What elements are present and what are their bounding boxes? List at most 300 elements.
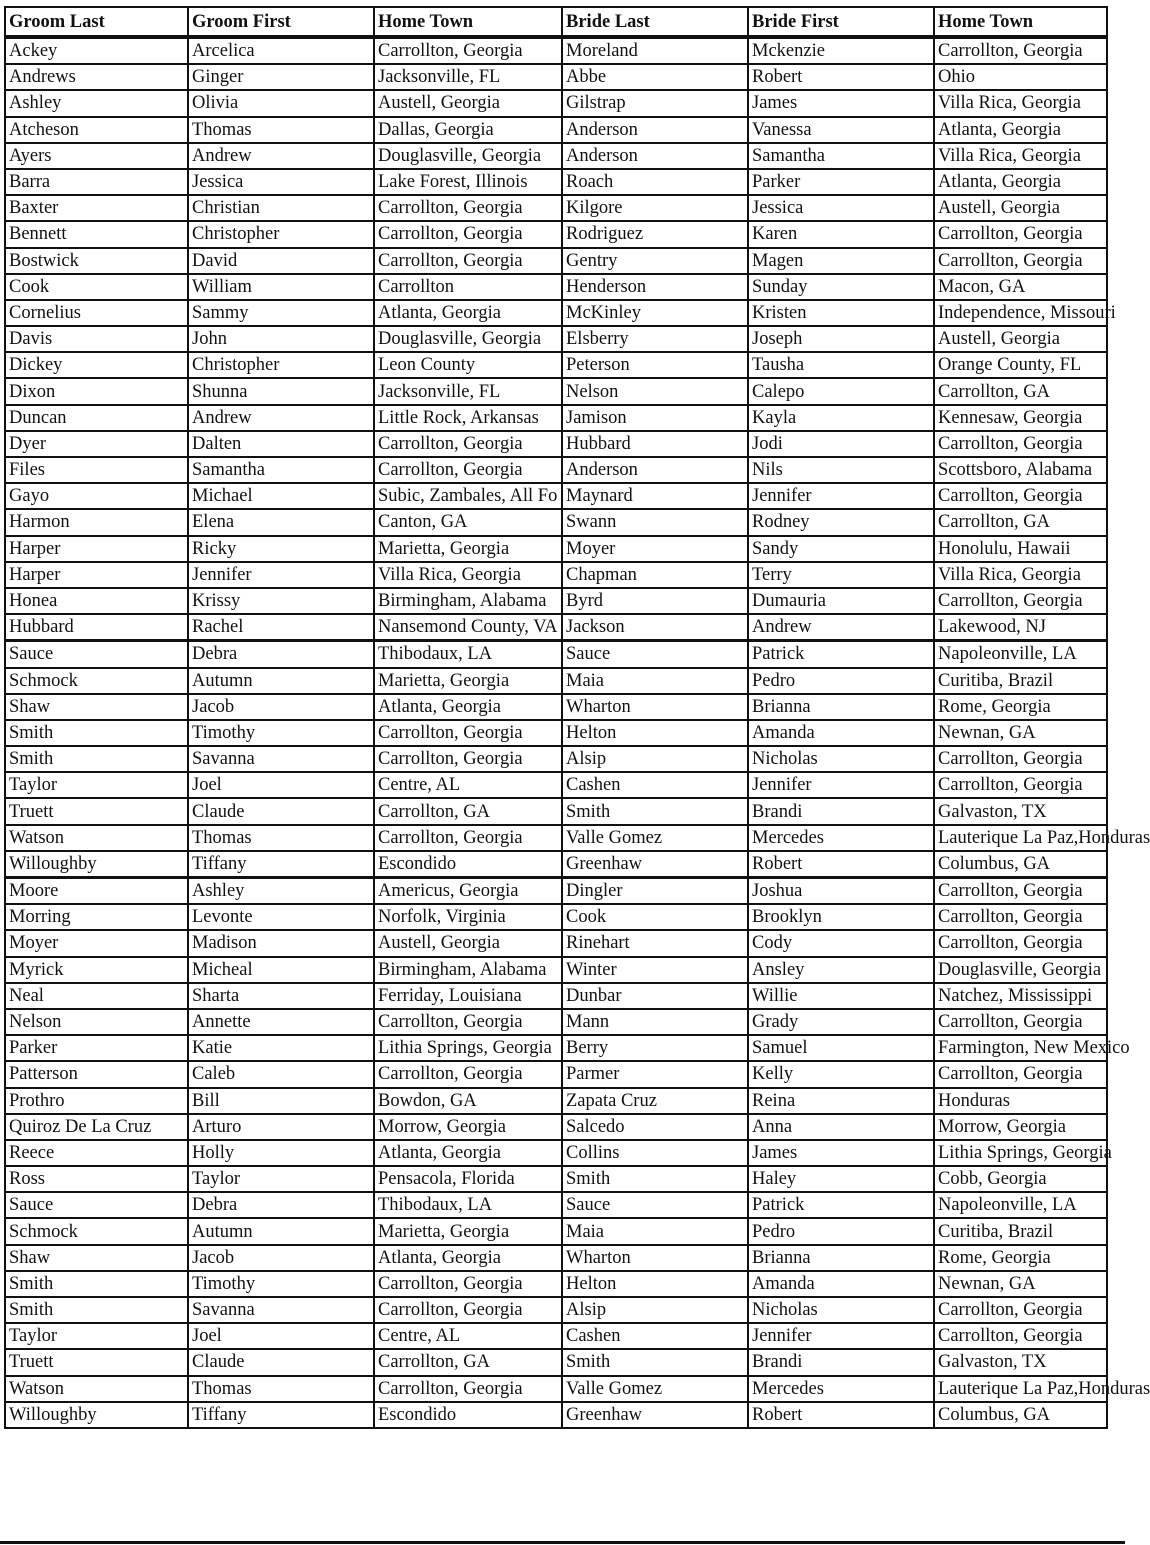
cell-bride-home-town: Austell, Georgia bbox=[934, 326, 1107, 352]
cell-bride-home-town: Carrollton, Georgia bbox=[934, 1297, 1107, 1323]
table-row bbox=[5, 1323, 1107, 1349]
cell-groom-first: Thomas bbox=[188, 1376, 374, 1402]
cell-bride-first: Dumauria bbox=[748, 588, 934, 614]
cell-bride-first: Andrew bbox=[748, 614, 934, 641]
cell-groom-home-town: Douglasville, Georgia bbox=[374, 326, 562, 352]
table-row bbox=[5, 248, 1107, 274]
cell-bride-last: McKinley bbox=[562, 300, 748, 326]
cell-bride-home-town: Austell, Georgia bbox=[934, 195, 1107, 221]
cell-bride-last: Helton bbox=[562, 1271, 748, 1297]
cell-groom-last: Cook bbox=[5, 274, 188, 300]
cell-bride-last: Anderson bbox=[562, 117, 748, 143]
cell-bride-last: Alsip bbox=[562, 1297, 748, 1323]
table-row bbox=[5, 694, 1107, 720]
cell-bride-home-town: Lakewood, NJ bbox=[934, 614, 1107, 641]
cell-bride-first: Kayla bbox=[748, 405, 934, 431]
cell-bride-home-town: Rome, Georgia bbox=[934, 694, 1107, 720]
table-row bbox=[5, 405, 1107, 431]
cell-groom-first: Claude bbox=[188, 798, 374, 824]
cell-bride-first: Kristen bbox=[748, 300, 934, 326]
header-groom-first: Groom First bbox=[188, 7, 374, 37]
bottom-rule bbox=[0, 1541, 1125, 1544]
table-row bbox=[5, 117, 1107, 143]
cell-groom-home-town: Carrollton, Georgia bbox=[374, 1271, 562, 1297]
cell-groom-last: Shaw bbox=[5, 694, 188, 720]
table-row bbox=[5, 1218, 1107, 1244]
table-row bbox=[5, 1114, 1107, 1140]
cell-groom-home-town: Carrollton, GA bbox=[374, 798, 562, 824]
cell-bride-first: Brandi bbox=[748, 798, 934, 824]
header-groom-home-town: Home Town bbox=[374, 7, 562, 37]
table-row bbox=[5, 221, 1107, 247]
cell-bride-first: Mckenzie bbox=[748, 37, 934, 64]
cell-groom-last: Honea bbox=[5, 588, 188, 614]
cell-groom-last: Moyer bbox=[5, 930, 188, 956]
cell-bride-home-town: Carrollton, Georgia bbox=[934, 1061, 1107, 1087]
cell-bride-first: Nicholas bbox=[748, 1297, 934, 1323]
cell-bride-last: Valle Gomez bbox=[562, 825, 748, 851]
table-row bbox=[5, 195, 1107, 221]
cell-groom-home-town: Carrollton bbox=[374, 274, 562, 300]
cell-bride-first: Amanda bbox=[748, 720, 934, 746]
table-row bbox=[5, 274, 1107, 300]
table-row bbox=[5, 352, 1107, 378]
cell-bride-first: Vanessa bbox=[748, 117, 934, 143]
table-row bbox=[5, 300, 1107, 326]
cell-bride-first: Brandi bbox=[748, 1349, 934, 1375]
cell-groom-home-town: Dallas, Georgia bbox=[374, 117, 562, 143]
table-row bbox=[5, 1192, 1107, 1218]
cell-groom-first: Christopher bbox=[188, 352, 374, 378]
table-row bbox=[5, 930, 1107, 956]
cell-bride-last: Rinehart bbox=[562, 930, 748, 956]
cell-groom-home-town: Carrollton, Georgia bbox=[374, 457, 562, 483]
cell-groom-last: Parker bbox=[5, 1035, 188, 1061]
cell-bride-first: Sunday bbox=[748, 274, 934, 300]
cell-groom-last: Atcheson bbox=[5, 117, 188, 143]
cell-bride-last: Dunbar bbox=[562, 983, 748, 1009]
cell-groom-first: Arturo bbox=[188, 1114, 374, 1140]
cell-bride-home-town: Curitiba, Brazil bbox=[934, 668, 1107, 694]
cell-groom-last: Harper bbox=[5, 536, 188, 562]
table-row bbox=[5, 641, 1107, 668]
cell-bride-last: Cook bbox=[562, 904, 748, 930]
cell-bride-first: Calepo bbox=[748, 378, 934, 404]
cell-groom-last: Duncan bbox=[5, 405, 188, 431]
cell-groom-last: Baxter bbox=[5, 195, 188, 221]
cell-bride-home-town: Carrollton, Georgia bbox=[934, 878, 1107, 905]
cell-groom-last: Truett bbox=[5, 798, 188, 824]
cell-bride-first: Grady bbox=[748, 1009, 934, 1035]
cell-bride-first: Terry bbox=[748, 562, 934, 588]
header-bride-last: Bride Last bbox=[562, 7, 748, 37]
cell-groom-first: Madison bbox=[188, 930, 374, 956]
cell-groom-home-town: Nansemond County, VA bbox=[374, 614, 562, 641]
cell-bride-home-town: Newnan, GA bbox=[934, 720, 1107, 746]
cell-groom-home-town: Marietta, Georgia bbox=[374, 668, 562, 694]
cell-bride-home-town: Scottsboro, Alabama bbox=[934, 457, 1107, 483]
cell-bride-first: Nicholas bbox=[748, 746, 934, 772]
cell-bride-last: Nelson bbox=[562, 378, 748, 404]
cell-bride-last: Sauce bbox=[562, 641, 748, 668]
cell-bride-last: Greenhaw bbox=[562, 1402, 748, 1428]
cell-groom-home-town: Leon County bbox=[374, 352, 562, 378]
cell-bride-first: Cody bbox=[748, 930, 934, 956]
cell-groom-first: Katie bbox=[188, 1035, 374, 1061]
cell-groom-home-town: Carrollton, Georgia bbox=[374, 221, 562, 247]
cell-groom-home-town: Carrollton, Georgia bbox=[374, 1376, 562, 1402]
cell-groom-last: Willoughby bbox=[5, 1402, 188, 1428]
cell-groom-home-town: Jacksonville, FL bbox=[374, 64, 562, 90]
cell-groom-first: Debra bbox=[188, 1192, 374, 1218]
cell-bride-first: Willie bbox=[748, 983, 934, 1009]
cell-bride-home-town: Ohio bbox=[934, 64, 1107, 90]
header-row bbox=[5, 7, 1107, 37]
table-row bbox=[5, 1088, 1107, 1114]
cell-bride-first: James bbox=[748, 90, 934, 116]
cell-groom-first: Jacob bbox=[188, 694, 374, 720]
cell-bride-last: Salcedo bbox=[562, 1114, 748, 1140]
cell-bride-last: Cashen bbox=[562, 1323, 748, 1349]
cell-groom-home-town: Lake Forest, Illinois bbox=[374, 169, 562, 195]
cell-groom-first: Savanna bbox=[188, 746, 374, 772]
cell-groom-first: Elena bbox=[188, 509, 374, 535]
cell-groom-home-town: Escondido bbox=[374, 1402, 562, 1428]
cell-bride-first: Tausha bbox=[748, 352, 934, 378]
cell-bride-first: Jennifer bbox=[748, 483, 934, 509]
cell-groom-first: Timothy bbox=[188, 720, 374, 746]
table-row bbox=[5, 614, 1107, 641]
cell-bride-first: Brooklyn bbox=[748, 904, 934, 930]
cell-groom-home-town: Bowdon, GA bbox=[374, 1088, 562, 1114]
cell-groom-first: Michael bbox=[188, 483, 374, 509]
cell-groom-last: Schmock bbox=[5, 1218, 188, 1244]
cell-groom-last: Dixon bbox=[5, 378, 188, 404]
cell-bride-home-town: Carrollton, Georgia bbox=[934, 1323, 1107, 1349]
cell-groom-first: Joel bbox=[188, 1323, 374, 1349]
cell-groom-last: Willoughby bbox=[5, 851, 188, 878]
cell-groom-home-town: Marietta, Georgia bbox=[374, 536, 562, 562]
table-row bbox=[5, 851, 1107, 878]
table-row bbox=[5, 1349, 1107, 1375]
cell-bride-first: Pedro bbox=[748, 668, 934, 694]
cell-groom-first: Ashley bbox=[188, 878, 374, 905]
cell-bride-last: Maia bbox=[562, 1218, 748, 1244]
cell-groom-last: Taylor bbox=[5, 1323, 188, 1349]
cell-bride-first: Brianna bbox=[748, 1245, 934, 1271]
cell-bride-last: Valle Gomez bbox=[562, 1376, 748, 1402]
cell-groom-last: Dyer bbox=[5, 431, 188, 457]
cell-groom-last: Smith bbox=[5, 746, 188, 772]
cell-bride-last: Cashen bbox=[562, 772, 748, 798]
cell-bride-first: Sandy bbox=[748, 536, 934, 562]
cell-bride-home-town: Atlanta, Georgia bbox=[934, 169, 1107, 195]
cell-bride-home-town: Carrollton, Georgia bbox=[934, 930, 1107, 956]
table-row bbox=[5, 825, 1107, 851]
cell-groom-last: Schmock bbox=[5, 668, 188, 694]
cell-bride-home-town: Carrollton, Georgia bbox=[934, 37, 1107, 64]
cell-bride-first: Samuel bbox=[748, 1035, 934, 1061]
table-row bbox=[5, 798, 1107, 824]
cell-bride-first: Patrick bbox=[748, 1192, 934, 1218]
cell-bride-home-town: Villa Rica, Georgia bbox=[934, 562, 1107, 588]
cell-groom-home-town: Carrollton, Georgia bbox=[374, 431, 562, 457]
table-row bbox=[5, 37, 1107, 64]
cell-groom-last: Ayers bbox=[5, 143, 188, 169]
cell-bride-first: Pedro bbox=[748, 1218, 934, 1244]
table-row bbox=[5, 143, 1107, 169]
cell-groom-last: Smith bbox=[5, 1271, 188, 1297]
cell-groom-last: Ashley bbox=[5, 90, 188, 116]
cell-groom-home-town: Carrollton, Georgia bbox=[374, 720, 562, 746]
cell-bride-first: Haley bbox=[748, 1166, 934, 1192]
cell-bride-first: Jodi bbox=[748, 431, 934, 457]
cell-bride-home-town: Macon, GA bbox=[934, 274, 1107, 300]
cell-groom-last: Morring bbox=[5, 904, 188, 930]
cell-groom-last: Reece bbox=[5, 1140, 188, 1166]
cell-groom-first: William bbox=[188, 274, 374, 300]
cell-groom-home-town: Canton, GA bbox=[374, 509, 562, 535]
cell-groom-home-town: Birmingham, Alabama bbox=[374, 957, 562, 983]
cell-groom-first: Jennifer bbox=[188, 562, 374, 588]
cell-bride-home-town: Carrollton, Georgia bbox=[934, 772, 1107, 798]
cell-groom-first: John bbox=[188, 326, 374, 352]
cell-groom-first: Levonte bbox=[188, 904, 374, 930]
cell-bride-first: Magen bbox=[748, 248, 934, 274]
cell-groom-last: Shaw bbox=[5, 1245, 188, 1271]
cell-groom-last: Neal bbox=[5, 983, 188, 1009]
table-row bbox=[5, 957, 1107, 983]
cell-bride-last: Chapman bbox=[562, 562, 748, 588]
cell-bride-last: Hubbard bbox=[562, 431, 748, 457]
cell-groom-first: Jacob bbox=[188, 1245, 374, 1271]
cell-groom-first: Thomas bbox=[188, 825, 374, 851]
cell-bride-home-town: Galvaston, TX bbox=[934, 1349, 1107, 1375]
table-row bbox=[5, 536, 1107, 562]
cell-groom-first: Ricky bbox=[188, 536, 374, 562]
cell-bride-home-town: Carrollton, Georgia bbox=[934, 904, 1107, 930]
cell-bride-last: Anderson bbox=[562, 143, 748, 169]
cell-bride-home-town: Honduras bbox=[934, 1088, 1107, 1114]
cell-groom-home-town: Centre, AL bbox=[374, 772, 562, 798]
cell-bride-last: Helton bbox=[562, 720, 748, 746]
cell-groom-last: Bostwick bbox=[5, 248, 188, 274]
cell-groom-first: Debra bbox=[188, 641, 374, 668]
cell-groom-last: Nelson bbox=[5, 1009, 188, 1035]
cell-bride-home-town: Natchez, Mississippi bbox=[934, 983, 1107, 1009]
cell-groom-home-town: Little Rock, Arkansas bbox=[374, 405, 562, 431]
cell-bride-first: Anna bbox=[748, 1114, 934, 1140]
cell-bride-home-town: Carrollton, Georgia bbox=[934, 746, 1107, 772]
table-row bbox=[5, 378, 1107, 404]
cell-groom-last: Ross bbox=[5, 1166, 188, 1192]
cell-groom-first: Holly bbox=[188, 1140, 374, 1166]
table-row bbox=[5, 983, 1107, 1009]
cell-groom-first: Bill bbox=[188, 1088, 374, 1114]
cell-bride-first: Parker bbox=[748, 169, 934, 195]
cell-groom-last: Andrews bbox=[5, 64, 188, 90]
cell-bride-home-town: Napoleonville, LA bbox=[934, 1192, 1107, 1218]
cell-bride-home-town: Newnan, GA bbox=[934, 1271, 1107, 1297]
cell-groom-first: Andrew bbox=[188, 405, 374, 431]
cell-groom-first: Samantha bbox=[188, 457, 374, 483]
cell-groom-home-town: Austell, Georgia bbox=[374, 930, 562, 956]
cell-groom-home-town: Carrollton, Georgia bbox=[374, 248, 562, 274]
wedding-roster-sheet bbox=[4, 6, 1150, 1429]
cell-groom-home-town: Birmingham, Alabama bbox=[374, 588, 562, 614]
cell-groom-home-town: Carrollton, Georgia bbox=[374, 195, 562, 221]
cell-groom-last: Watson bbox=[5, 825, 188, 851]
cell-groom-last: Files bbox=[5, 457, 188, 483]
table-row bbox=[5, 90, 1107, 116]
cell-groom-last: Harmon bbox=[5, 509, 188, 535]
cell-groom-first: Sharta bbox=[188, 983, 374, 1009]
cell-bride-last: Jamison bbox=[562, 405, 748, 431]
table-row bbox=[5, 483, 1107, 509]
cell-groom-last: Smith bbox=[5, 720, 188, 746]
cell-groom-first: Annette bbox=[188, 1009, 374, 1035]
cell-bride-first: Brianna bbox=[748, 694, 934, 720]
table-row bbox=[5, 562, 1107, 588]
cell-groom-home-town: Lithia Springs, Georgia bbox=[374, 1035, 562, 1061]
cell-groom-first: Rachel bbox=[188, 614, 374, 641]
cell-groom-home-town: Centre, AL bbox=[374, 1323, 562, 1349]
cell-bride-first: Robert bbox=[748, 851, 934, 878]
cell-groom-first: Sammy bbox=[188, 300, 374, 326]
table-row bbox=[5, 509, 1107, 535]
cell-bride-first: Robert bbox=[748, 64, 934, 90]
cell-bride-first: Ansley bbox=[748, 957, 934, 983]
cell-groom-home-town: Villa Rica, Georgia bbox=[374, 562, 562, 588]
cell-groom-home-town: Carrollton, Georgia bbox=[374, 1061, 562, 1087]
cell-bride-first: Reina bbox=[748, 1088, 934, 1114]
cell-bride-home-town: Independence, Missouri bbox=[934, 300, 1107, 326]
cell-bride-home-town: Villa Rica, Georgia bbox=[934, 143, 1107, 169]
cell-groom-home-town: Carrollton, GA bbox=[374, 1349, 562, 1375]
cell-bride-home-town: Rome, Georgia bbox=[934, 1245, 1107, 1271]
cell-groom-first: Krissy bbox=[188, 588, 374, 614]
cell-groom-home-town: Escondido bbox=[374, 851, 562, 878]
cell-groom-home-town: Thibodaux, LA bbox=[374, 641, 562, 668]
cell-groom-home-town: Marietta, Georgia bbox=[374, 1218, 562, 1244]
cell-groom-first: Dalten bbox=[188, 431, 374, 457]
cell-groom-first: Christopher bbox=[188, 221, 374, 247]
cell-bride-first: Jennifer bbox=[748, 772, 934, 798]
cell-groom-last: Cornelius bbox=[5, 300, 188, 326]
cell-groom-last: Barra bbox=[5, 169, 188, 195]
cell-bride-last: Smith bbox=[562, 1349, 748, 1375]
table-row bbox=[5, 1402, 1107, 1428]
cell-bride-home-town: Cobb, Georgia bbox=[934, 1166, 1107, 1192]
cell-bride-home-town: Morrow, Georgia bbox=[934, 1114, 1107, 1140]
cell-groom-home-town: Pensacola, Florida bbox=[374, 1166, 562, 1192]
table-row bbox=[5, 1140, 1107, 1166]
cell-groom-home-town: Americus, Georgia bbox=[374, 878, 562, 905]
cell-groom-home-town: Subic, Zambales, All Fo bbox=[374, 483, 562, 509]
table-row bbox=[5, 904, 1107, 930]
cell-groom-first: Timothy bbox=[188, 1271, 374, 1297]
cell-bride-first: Mercedes bbox=[748, 1376, 934, 1402]
cell-groom-first: Claude bbox=[188, 1349, 374, 1375]
cell-groom-first: Christian bbox=[188, 195, 374, 221]
table-row bbox=[5, 878, 1107, 905]
cell-bride-first: Karen bbox=[748, 221, 934, 247]
table-row bbox=[5, 588, 1107, 614]
cell-bride-first: Robert bbox=[748, 1402, 934, 1428]
cell-bride-first: Amanda bbox=[748, 1271, 934, 1297]
cell-bride-home-town: Farmington, New Mexico bbox=[934, 1035, 1107, 1061]
header-groom-last: Groom Last bbox=[5, 7, 188, 37]
cell-bride-home-town: Kennesaw, Georgia bbox=[934, 405, 1107, 431]
cell-groom-home-town: Thibodaux, LA bbox=[374, 1192, 562, 1218]
cell-groom-last: Bennett bbox=[5, 221, 188, 247]
cell-groom-last: Smith bbox=[5, 1297, 188, 1323]
cell-bride-home-town: Carrollton, Georgia bbox=[934, 483, 1107, 509]
cell-groom-home-town: Carrollton, Georgia bbox=[374, 37, 562, 64]
cell-bride-first: Mercedes bbox=[748, 825, 934, 851]
cell-bride-last: Wharton bbox=[562, 694, 748, 720]
cell-bride-last: Smith bbox=[562, 1166, 748, 1192]
cell-bride-home-town: Douglasville, Georgia bbox=[934, 957, 1107, 983]
cell-groom-first: Autumn bbox=[188, 668, 374, 694]
cell-bride-last: Smith bbox=[562, 798, 748, 824]
cell-groom-home-town: Carrollton, Georgia bbox=[374, 1297, 562, 1323]
cell-bride-home-town: Carrollton, Georgia bbox=[934, 1009, 1107, 1035]
cell-groom-last: Taylor bbox=[5, 772, 188, 798]
cell-bride-home-town: Lithia Springs, Georgia bbox=[934, 1140, 1107, 1166]
cell-bride-last: Winter bbox=[562, 957, 748, 983]
cell-groom-last: Myrick bbox=[5, 957, 188, 983]
cell-groom-home-town: Atlanta, Georgia bbox=[374, 300, 562, 326]
cell-groom-home-town: Atlanta, Georgia bbox=[374, 694, 562, 720]
wedding-roster-table bbox=[4, 6, 1150, 1429]
cell-bride-last: Greenhaw bbox=[562, 851, 748, 878]
table-row bbox=[5, 64, 1107, 90]
cell-groom-first: Thomas bbox=[188, 117, 374, 143]
cell-bride-home-town: Curitiba, Brazil bbox=[934, 1218, 1107, 1244]
cell-groom-last: Prothro bbox=[5, 1088, 188, 1114]
cell-groom-home-town: Norfolk, Virginia bbox=[374, 904, 562, 930]
cell-bride-last: Abbe bbox=[562, 64, 748, 90]
cell-groom-last: Patterson bbox=[5, 1061, 188, 1087]
cell-bride-last: Mann bbox=[562, 1009, 748, 1035]
cell-bride-last: Maynard bbox=[562, 483, 748, 509]
cell-groom-last: Gayo bbox=[5, 483, 188, 509]
cell-bride-first: Jennifer bbox=[748, 1323, 934, 1349]
cell-groom-home-town: Atlanta, Georgia bbox=[374, 1245, 562, 1271]
cell-bride-first: Jessica bbox=[748, 195, 934, 221]
table-row bbox=[5, 1009, 1107, 1035]
cell-groom-first: Andrew bbox=[188, 143, 374, 169]
cell-bride-last: Gilstrap bbox=[562, 90, 748, 116]
cell-groom-first: Ginger bbox=[188, 64, 374, 90]
cell-bride-last: Maia bbox=[562, 668, 748, 694]
table-row bbox=[5, 1376, 1107, 1402]
cell-bride-home-town: Columbus, GA bbox=[934, 851, 1107, 878]
cell-groom-first: Taylor bbox=[188, 1166, 374, 1192]
cell-bride-home-town: Lauterique La Paz,Honduras bbox=[934, 1376, 1107, 1402]
cell-groom-last: Harper bbox=[5, 562, 188, 588]
cell-groom-last: Moore bbox=[5, 878, 188, 905]
cell-groom-home-town: Austell, Georgia bbox=[374, 90, 562, 116]
cell-bride-first: Joshua bbox=[748, 878, 934, 905]
cell-groom-last: Quiroz De La Cruz bbox=[5, 1114, 188, 1140]
cell-bride-last: Swann bbox=[562, 509, 748, 535]
cell-groom-home-town: Carrollton, Georgia bbox=[374, 746, 562, 772]
cell-bride-home-town: Carrollton, Georgia bbox=[934, 431, 1107, 457]
cell-bride-last: Collins bbox=[562, 1140, 748, 1166]
roster-body bbox=[5, 37, 1150, 1428]
